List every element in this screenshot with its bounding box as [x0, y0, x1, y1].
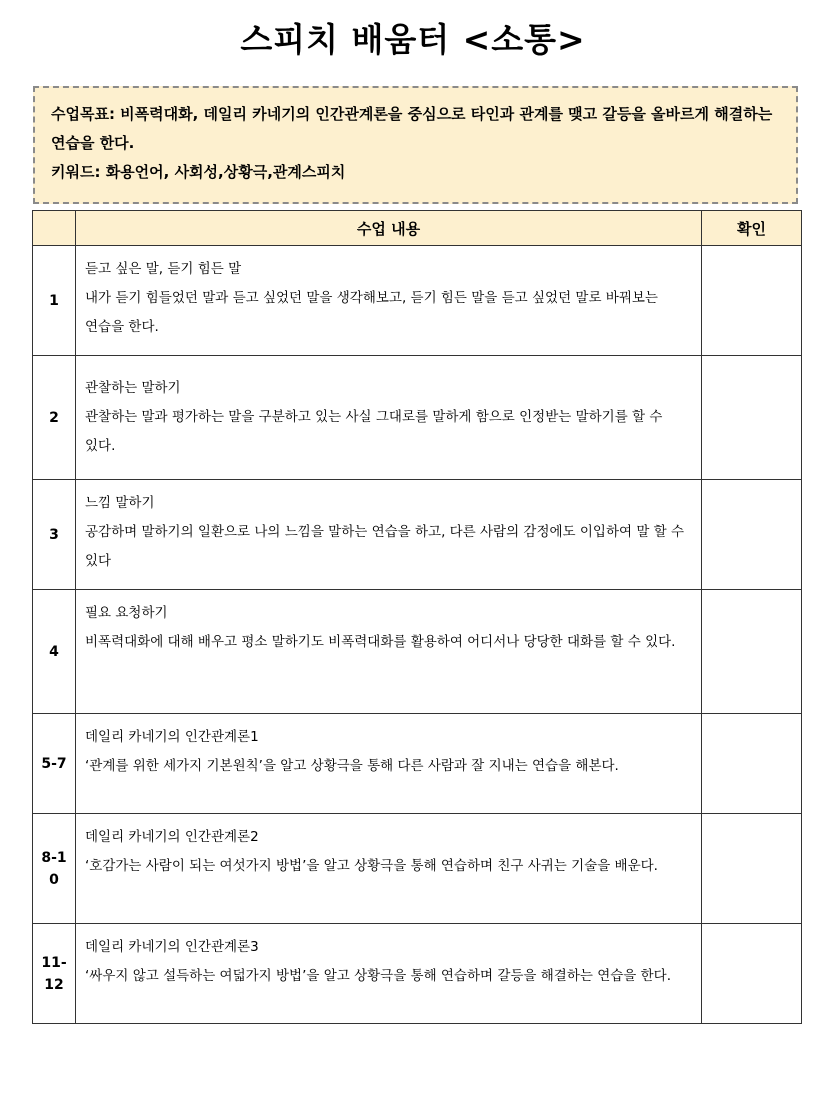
table-row [33, 480, 802, 590]
check-cell[interactable] [702, 480, 802, 590]
row-content [76, 246, 702, 356]
row-number: 5-7 [33, 714, 76, 814]
table-row [33, 924, 802, 1024]
row-content [76, 480, 702, 590]
row-description: 관찰하는 말과 평가하는 말을 구분하고 있는 사실 그대로를 말하게 함으로 인정받는 말하기를 할 수 있다. [85, 409, 663, 454]
row-topic: 듣고 싶은 말, 듣기 힘든 말 [85, 261, 242, 277]
lesson-table [32, 210, 802, 1024]
row-number: 8-10 [33, 814, 76, 924]
row-number: 11-12 [33, 924, 76, 1024]
row-description: ‘싸우지 않고 설득하는 여덟가지 방법’을 알고 상황극을 통해 연습하며 갈등을 해결하는 연습을 한다. [85, 968, 672, 984]
row-content [76, 590, 702, 714]
header-content: 수업 내용 [76, 211, 702, 246]
row-topic: 데일리 카네기의 인간관계론1 [85, 729, 259, 745]
row-topic: 데일리 카네기의 인간관계론3 [85, 939, 259, 955]
row-topic: 느낌 말하기 [85, 495, 155, 511]
row-number: 3 [33, 480, 76, 590]
check-cell[interactable] [702, 356, 802, 480]
table-row [33, 356, 802, 480]
header-number [33, 211, 76, 246]
lesson-goal-box [33, 86, 798, 204]
row-number: 1 [33, 246, 76, 356]
table-header-row [33, 211, 802, 246]
row-description: ‘호감가는 사람이 되는 여섯가지 방법’을 알고 상황극을 통해 연습하며 친구 사귀는 기술을 배운다. [85, 858, 658, 874]
check-cell[interactable] [702, 714, 802, 814]
table-row [33, 246, 802, 356]
table-row [33, 814, 802, 924]
row-topic: 필요 요청하기 [85, 605, 168, 621]
lesson-objective: 수업목표: 비폭력대화, 데일리 카네기의 인간관계론을 중심으로 타인과 관계를 맺고 갈등을 올바르게 해결하는 연습을 한다. [51, 105, 773, 152]
row-description: 내가 듣기 힘들었던 말과 듣고 싶었던 말을 생각해보고, 듣기 힘든 말을 듣고 싶었던 말로 바꿔보는 연습을 한다. [85, 290, 658, 335]
row-description: 비폭력대화에 대해 배우고 평소 말하기도 비폭력대화를 활용하여 어디서나 당당한 대화를 할 수 있다. [85, 634, 676, 650]
row-topic: 관찰하는 말하기 [85, 380, 181, 396]
check-cell[interactable] [702, 924, 802, 1024]
row-content [76, 356, 702, 480]
row-topic: 데일리 카네기의 인간관계론2 [85, 829, 259, 845]
row-description: 공감하며 말하기의 일환으로 나의 느낌을 말하는 연습을 하고, 다른 사람의 감정에도 이입하여 말 할 수 있다 [85, 524, 685, 569]
table-row [33, 714, 802, 814]
page-title: 스피치 배움터 <소통> [240, 20, 586, 59]
check-cell[interactable] [702, 814, 802, 924]
check-cell[interactable] [702, 590, 802, 714]
header-check: 확인 [702, 211, 802, 246]
lesson-keywords: 키워드: 화용언어, 사회성,상황극,관계스피치 [51, 163, 346, 181]
row-content [76, 924, 702, 1024]
row-number: 2 [33, 356, 76, 480]
row-content [76, 814, 702, 924]
row-description: ‘관계를 위한 세가지 기본원칙’을 알고 상황극을 통해 다른 사람과 잘 지내는 연습을 해본다. [85, 758, 619, 774]
row-number: 4 [33, 590, 76, 714]
table-row [33, 590, 802, 714]
row-content [76, 714, 702, 814]
check-cell[interactable] [702, 246, 802, 356]
